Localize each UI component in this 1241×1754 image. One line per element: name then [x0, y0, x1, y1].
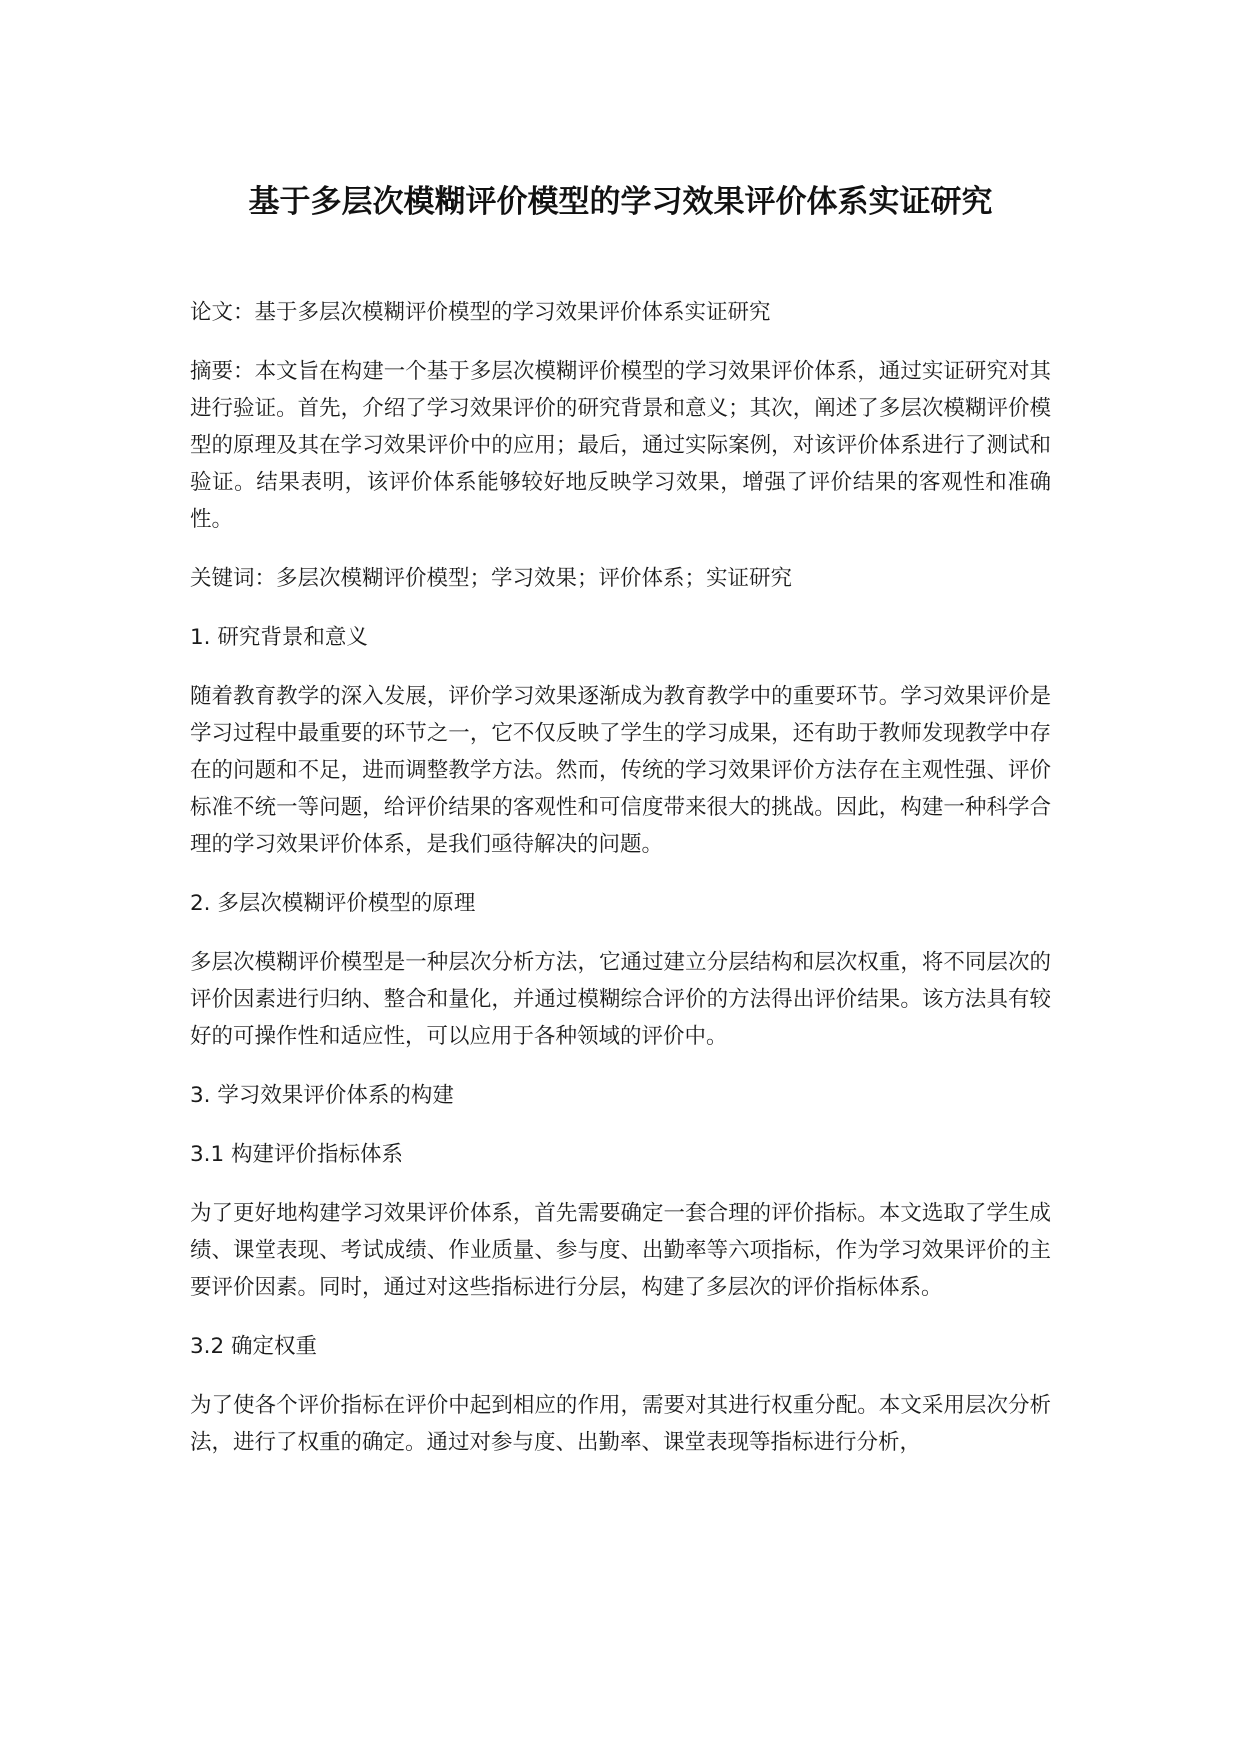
- subsection-heading-3-2: 3.2 确定权重: [190, 1334, 318, 1359]
- subsection-3-1-paragraph: 为了更好地构建学习效果评价体系，首先需要确定一套合理的评价指标。本文选取了学生成绩、课堂表现、考试成绩、作业质量、参与度、出勤率等六项指标，作为学习效果评价的主要评价因素。同时，通过对这些指标进行分层，构建了多层次的评价指标体系。: [190, 1201, 1051, 1300]
- section-heading-2: 2. 多层次模糊评价模型的原理: [190, 891, 476, 916]
- section-heading-3: 3. 学习效果评价体系的构建: [190, 1083, 454, 1108]
- document-title: 基于多层次模糊评价模型的学习效果评价体系实证研究: [248, 184, 993, 220]
- section-2-paragraph: 多层次模糊评价模型是一种层次分析方法，它通过建立分层结构和层次权重，将不同层次的评价因素进行归纳、整合和量化，并通过模糊综合评价的方法得出评价结果。该方法具有较好的可操作性和适应性，可以应用于各种领域的评价中。: [190, 950, 1051, 1049]
- section-1-paragraph: 随着教育教学的深入发展，评价学习效果逐渐成为教育教学中的重要环节。学习效果评价是学习过程中最重要的环节之一，它不仅反映了学生的学习成果，还有助于教师发现教学中存在的问题和不足，进而调整教学方法。然而，传统的学习效果评价方法存在主观性强、评价标准不统一等问题，给评价结果的客观性和可信度带来很大的挑战。因此，构建一种科学合理的学习效果评价体系，是我们亟待解决的问题。: [190, 684, 1051, 857]
- paper-label-line: 论文：基于多层次模糊评价模型的学习效果评价体系实证研究: [190, 300, 771, 325]
- section-heading-1: 1. 研究背景和意义: [190, 625, 368, 650]
- abstract-paragraph: 摘要：本文旨在构建一个基于多层次模糊评价模型的学习效果评价体系，通过实证研究对其进行验证。首先，介绍了学习效果评价的研究背景和意义；其次，阐述了多层次模糊评价模型的原理及其在学习效果评价中的应用；最后，通过实际案例，对该评价体系进行了测试和验证。结果表明，该评价体系能够较好地反映学习效果，增强了评价结果的客观性和准确性。: [190, 359, 1051, 532]
- subsection-3-2-paragraph: 为了使各个评价指标在评价中起到相应的作用，需要对其进行权重分配。本文采用层次分析法，进行了权重的确定。通过对参与度、出勤率、课堂表现等指标进行分析，: [190, 1393, 1051, 1455]
- subsection-heading-3-1: 3.1 构建评价指标体系: [190, 1142, 404, 1167]
- keywords-line: 关键词：多层次模糊评价模型；学习效果；评价体系；实证研究: [190, 566, 793, 591]
